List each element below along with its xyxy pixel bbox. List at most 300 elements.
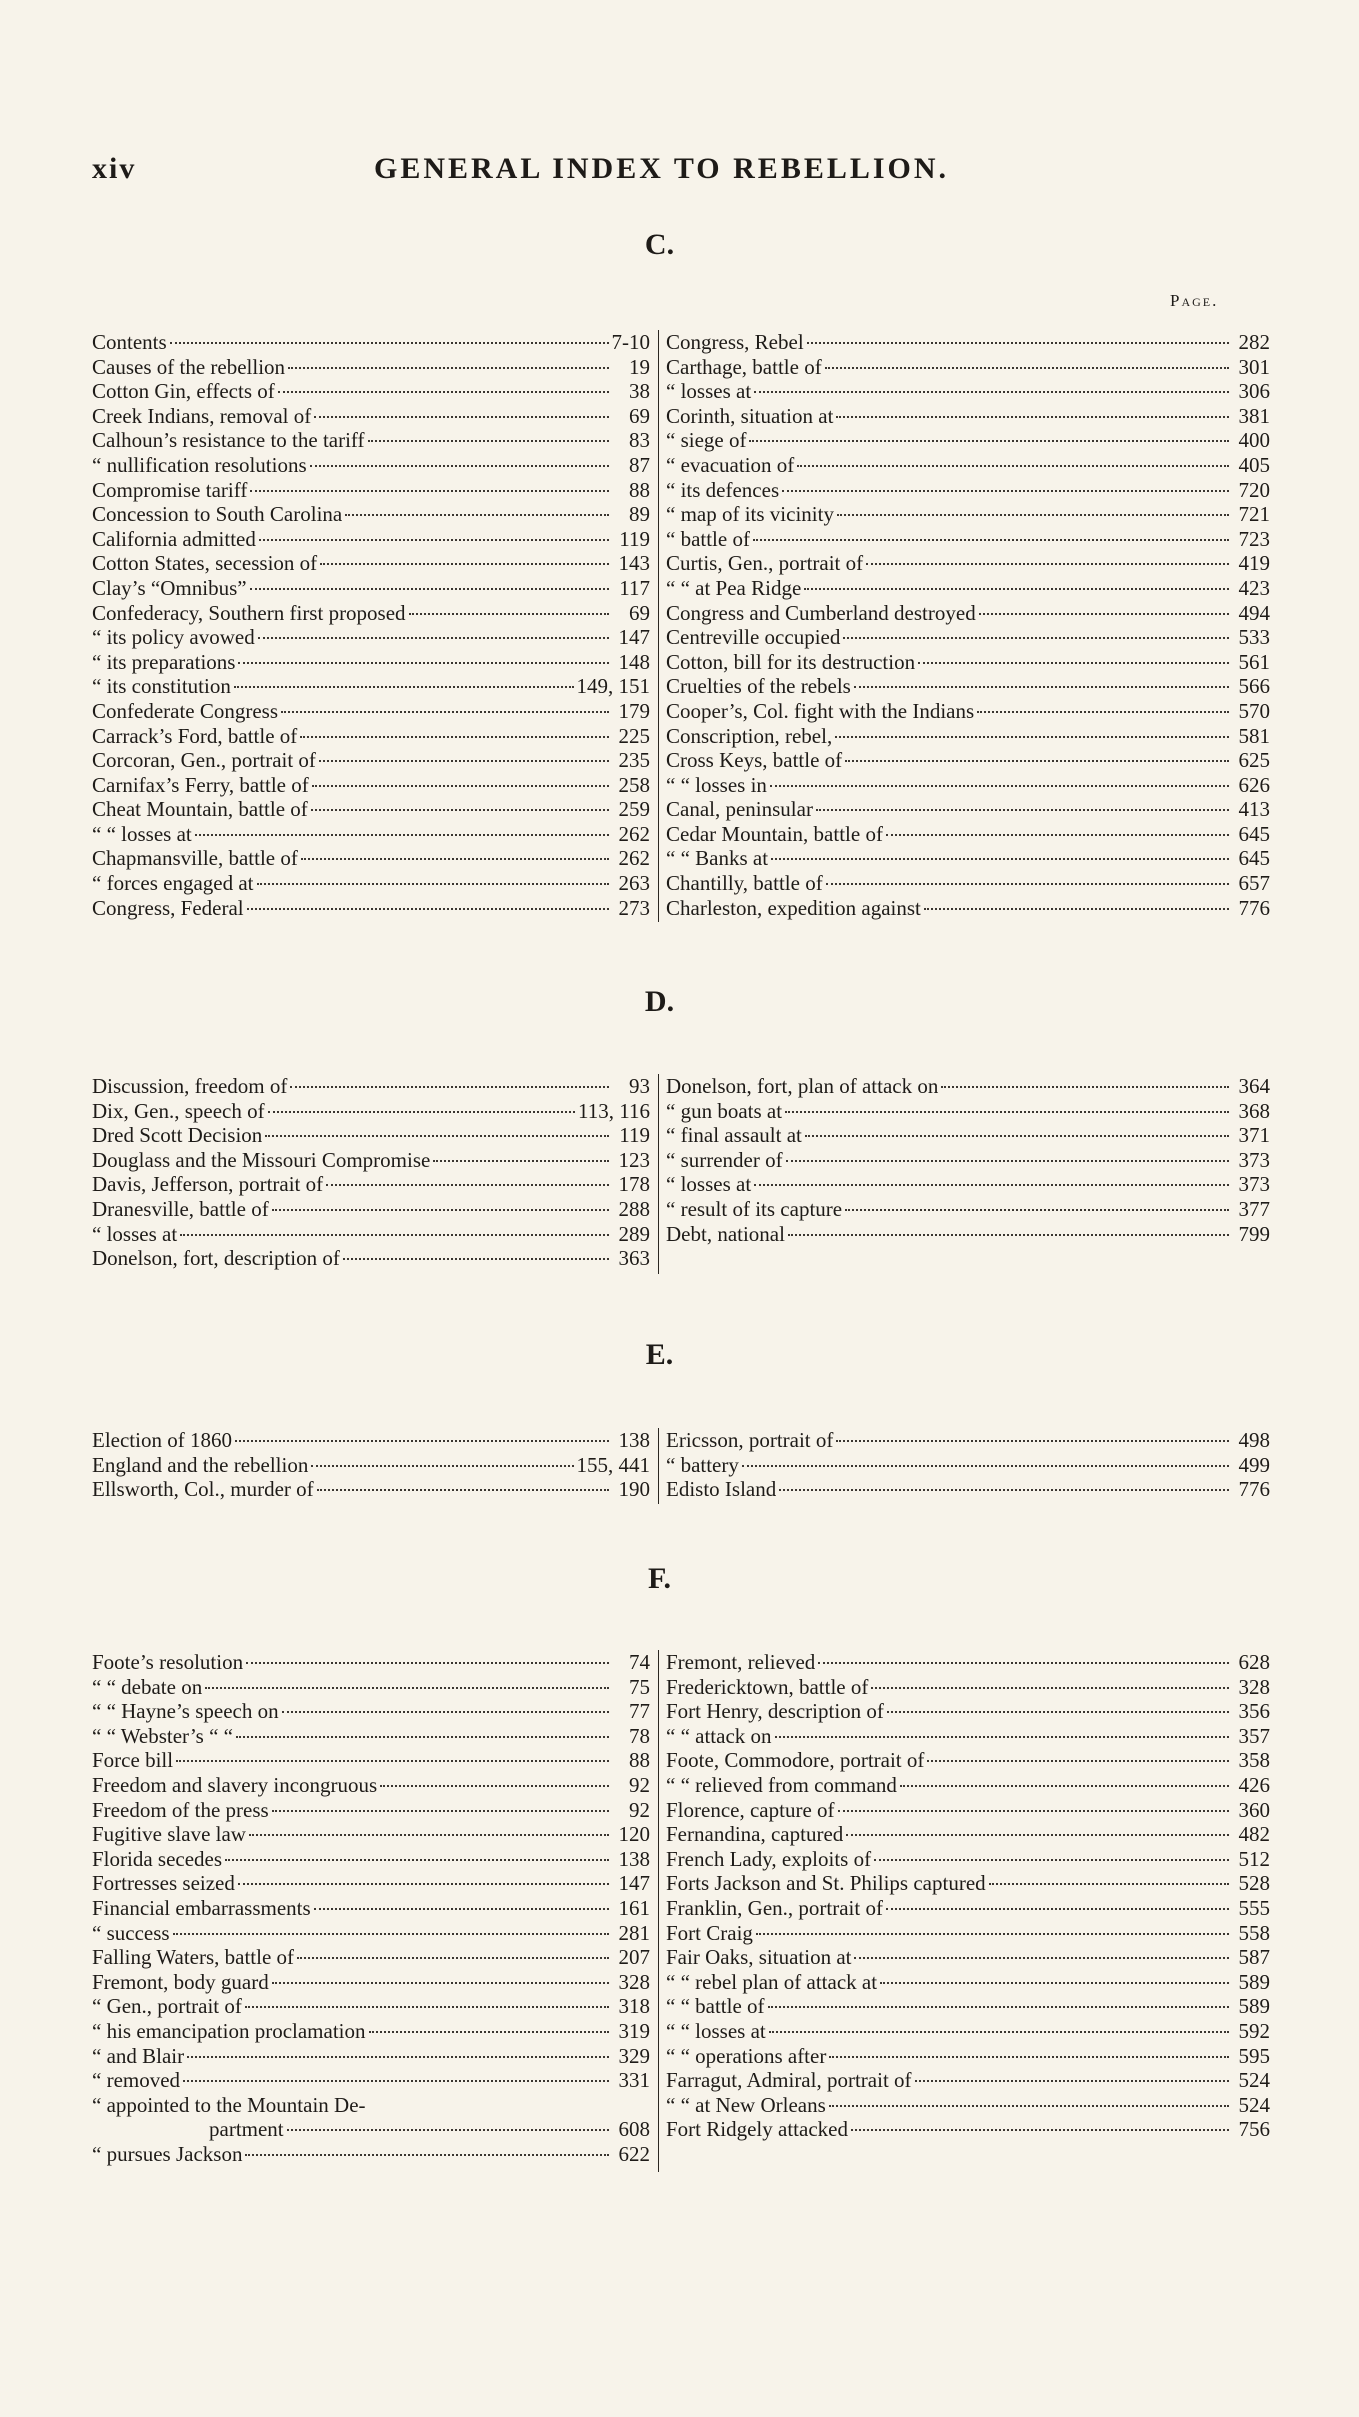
dot-leader: [235, 1440, 609, 1442]
index-entry-page: 93: [629, 1074, 650, 1098]
index-entry-text: “ siege of: [666, 428, 747, 453]
index-entry-page: 77: [629, 1699, 650, 1724]
index-entry-page: 482: [1238, 1822, 1270, 1847]
index-entry-page: 622: [618, 2141, 650, 2166]
index-entry-page: 357: [1238, 1723, 1270, 1748]
dot-leader: [825, 367, 1229, 369]
dot-leader: [804, 588, 1229, 590]
dot-leader: [749, 440, 1229, 442]
index-entry-text: “ “ losses at: [92, 821, 192, 846]
index-entry: [666, 2117, 1270, 2142]
index-entry-text: “ Gen., portrait of: [92, 1994, 242, 2019]
index-entry: [92, 551, 650, 576]
index-entry: [92, 797, 650, 822]
index-entry-text: “ “ battle of: [666, 1994, 765, 2019]
index-entry-page: 178: [618, 1172, 650, 1197]
index-entry: [92, 379, 650, 404]
index-entry-page: 524: [1238, 2068, 1270, 2093]
index-entry-text: Freedom and slavery incongruous: [92, 1772, 378, 1797]
index-entry-page: 161: [618, 1895, 650, 1920]
index-entry: [92, 1748, 650, 1773]
dot-leader: [314, 1908, 609, 1910]
index-entry: [92, 1650, 650, 1675]
index-entry: [92, 330, 650, 355]
index-entry: [666, 478, 1270, 503]
index-entry-text: Cotton Gin, effects of: [92, 379, 275, 404]
index-entry-text: “ nullification resolutions: [92, 452, 307, 477]
dot-leader: [297, 1957, 609, 1959]
index-entry: [92, 625, 650, 650]
index-entry-page: 329: [618, 2043, 650, 2068]
index-entry: [666, 330, 1270, 355]
dot-leader: [866, 563, 1229, 565]
index-entry-text: Fort Craig: [666, 1920, 753, 1945]
index-entry: [666, 650, 1270, 675]
dot-leader: [837, 514, 1229, 516]
index-entry-text: “ “ at New Orleans: [666, 2092, 826, 2117]
index-entry-text: Fremont, body guard: [92, 1969, 269, 1994]
index-entry: [666, 2068, 1270, 2093]
index-entry-page: 405: [1238, 452, 1270, 477]
index-entry: [666, 1477, 1270, 1502]
index-entry: [666, 1675, 1270, 1700]
dot-leader: [786, 1160, 1229, 1162]
index-entry: [92, 1074, 650, 1099]
index-entry-text: Fernandina, captured: [666, 1822, 844, 1847]
index-entry: [666, 1896, 1270, 1921]
dot-leader: [311, 1465, 573, 1467]
index-entry-page: 589: [1238, 1994, 1270, 2019]
index-entry-text: “ its preparations: [92, 649, 236, 674]
index-entry-text: Ericsson, portrait of: [666, 1428, 834, 1452]
index-entry-text: Fugitive slave law: [92, 1822, 246, 1847]
index-entry-text: Foote, Commodore, portrait of: [666, 1748, 925, 1773]
index-entry-text: “ map of its vicinity: [666, 502, 834, 527]
index-entry-page: 147: [618, 1871, 650, 1896]
dot-leader: [915, 2080, 1229, 2082]
dot-leader: [301, 858, 609, 860]
index-entry: [666, 1650, 1270, 1675]
index-entry-page: 74: [629, 1650, 650, 1674]
column-divider: [658, 1428, 659, 1504]
index-entry-text: Curtis, Gen., portrait of: [666, 551, 864, 576]
index-entry: [666, 674, 1270, 699]
index-entry: [92, 674, 650, 699]
index-entry: [92, 428, 650, 453]
index-entry-text: Douglass and the Missouri Compromise: [92, 1147, 431, 1172]
section-e-right-column: [666, 1428, 1270, 1502]
index-entry-page: 555: [1238, 1895, 1270, 1920]
index-entry: [666, 797, 1270, 822]
index-entry-text: Fort Ridgely attacked: [666, 2117, 848, 2142]
index-entry: [666, 1773, 1270, 1798]
index-entry: [666, 1994, 1270, 2019]
dot-leader: [805, 1135, 1229, 1137]
dot-leader: [829, 2105, 1229, 2107]
index-entry: [92, 822, 650, 847]
index-entry: [666, 1197, 1270, 1222]
index-entry-text: “ losses at: [666, 1172, 752, 1197]
index-entry-page: 69: [629, 600, 650, 625]
index-entry-page: 117: [619, 575, 650, 600]
index-entry: [666, 453, 1270, 478]
index-entry-page: 363: [618, 1246, 650, 1271]
dot-leader: [345, 514, 609, 516]
index-entry: [92, 2068, 650, 2093]
index-entry-text: Dranesville, battle of: [92, 1196, 269, 1221]
index-entry: [92, 1197, 650, 1222]
index-entry-text: Chantilly, battle of: [666, 871, 823, 896]
index-entry-text: Donelson, fort, plan of attack on: [666, 1074, 939, 1098]
index-entry: [666, 773, 1270, 798]
index-entry-page: 776: [1238, 1477, 1270, 1502]
dot-leader: [977, 711, 1229, 713]
index-entry: [92, 1699, 650, 1724]
index-entry-text: Carnifax’s Ferry, battle of: [92, 772, 309, 797]
index-entry-text: Cheat Mountain, battle of: [92, 797, 308, 822]
index-entry-page: 123: [618, 1147, 650, 1172]
index-entry-text: “ “ rebel plan of attack at: [666, 1969, 878, 1994]
index-entry: [666, 2093, 1270, 2118]
index-entry: [92, 1798, 650, 1823]
index-entry-page: 776: [1238, 895, 1270, 920]
index-entry-page: 364: [1238, 1074, 1270, 1098]
index-entry-page: 381: [1238, 403, 1270, 428]
dot-leader: [312, 785, 609, 787]
index-entry-page: 92: [629, 1772, 650, 1797]
index-entry-page: 645: [1238, 846, 1270, 871]
index-entry-page: 88: [629, 477, 650, 502]
dot-leader: [845, 1209, 1229, 1211]
dot-leader: [205, 1687, 609, 1689]
dot-leader: [187, 2056, 609, 2058]
index-entry-text: Force bill: [92, 1748, 174, 1773]
dot-leader: [272, 1209, 609, 1211]
index-entry: [92, 773, 650, 798]
dot-leader: [170, 342, 609, 344]
dot-leader: [238, 662, 609, 664]
index-entry-page: 331: [618, 2068, 650, 2093]
index-entry-text: Ellsworth, Col., murder of: [92, 1477, 314, 1502]
index-entry-page: 498: [1238, 1428, 1270, 1452]
index-entry: [92, 1222, 650, 1247]
index-entry-text: Compromise tariff: [92, 477, 248, 502]
dot-leader: [829, 2056, 1229, 2058]
dot-leader: [845, 760, 1229, 762]
index-entry-text: “ his emancipation proclamation: [92, 2018, 366, 2043]
dot-leader: [272, 1810, 609, 1812]
index-entry-page: 225: [618, 723, 650, 748]
dot-leader: [245, 2154, 609, 2156]
dot-leader: [268, 1111, 575, 1113]
index-entry-text: Davis, Jefferson, portrait of: [92, 1172, 324, 1197]
index-entry: [92, 1428, 650, 1453]
index-entry: [92, 576, 650, 601]
dot-leader: [816, 809, 1229, 811]
index-entry: [92, 871, 650, 896]
index-entry-page: 319: [618, 2018, 650, 2043]
index-entry-page: 625: [1238, 748, 1270, 773]
index-entry-page: 119: [619, 1123, 650, 1148]
dot-leader: [320, 563, 609, 565]
dot-leader: [989, 1883, 1229, 1885]
index-entry-page: 628: [1238, 1650, 1270, 1674]
index-entry-page: 7-10: [611, 330, 650, 354]
section-letter-e: E.: [645, 1338, 674, 1371]
index-entry-text: Farragut, Admiral, portrait of: [666, 2068, 912, 2093]
index-entry-page: 258: [618, 772, 650, 797]
index-entry-text: Discussion, freedom of: [92, 1074, 288, 1098]
index-entry: [92, 1477, 650, 1502]
index-entry: [92, 404, 650, 429]
index-entry: [666, 1699, 1270, 1724]
index-entry-page: 75: [629, 1674, 650, 1699]
dot-leader: [265, 1135, 609, 1137]
index-entry: [666, 1428, 1270, 1453]
index-entry: [666, 724, 1270, 749]
index-entry: [92, 453, 650, 478]
index-entry-text: Cooper’s, Col. fight with the Indians: [666, 698, 975, 723]
dot-leader: [250, 588, 609, 590]
dot-leader: [918, 662, 1229, 664]
index-entry-page: 190: [618, 1477, 650, 1502]
index-entry-page: 301: [1238, 354, 1270, 379]
index-entry-page: 524: [1238, 2092, 1270, 2117]
column-divider: [658, 330, 659, 922]
dot-leader: [195, 834, 609, 836]
dot-leader: [900, 1785, 1229, 1787]
page-title: GENERAL INDEX TO REBELLION.: [374, 152, 950, 185]
index-entry-text: “ “ debate on: [92, 1674, 203, 1699]
dot-leader: [927, 1760, 1229, 1762]
index-entry-text: Carthage, battle of: [666, 354, 822, 379]
index-entry-page: 499: [1238, 1452, 1270, 1477]
dot-leader: [756, 1933, 1229, 1935]
index-entry: [666, 1148, 1270, 1173]
index-entry: [666, 1074, 1270, 1099]
index-entry: [666, 625, 1270, 650]
dot-leader: [311, 809, 609, 811]
dot-leader: [797, 465, 1229, 467]
index-entry: [92, 1123, 650, 1148]
dot-leader: [742, 1465, 1229, 1467]
dot-leader: [775, 1736, 1229, 1738]
index-entry: [92, 1921, 650, 1946]
column-divider: [658, 1650, 659, 2172]
index-entry: [666, 2019, 1270, 2044]
index-entry-text: “ evacuation of: [666, 452, 795, 477]
dot-leader: [924, 908, 1229, 910]
dot-leader: [782, 490, 1229, 492]
index-entry-text: England and the rebellion: [92, 1452, 309, 1477]
index-entry-page: 262: [618, 846, 650, 871]
index-entry-text: “ gun boats at: [666, 1098, 783, 1123]
dot-leader: [754, 1184, 1229, 1186]
dot-leader: [287, 2129, 609, 2131]
index-entry-page: 512: [1238, 1846, 1270, 1871]
dot-leader: [247, 908, 609, 910]
index-entry-page: 113, 116: [578, 1098, 650, 1123]
index-entry: [92, 2142, 650, 2167]
dot-leader: [851, 2129, 1229, 2131]
index-entry-text: Creek Indians, removal of: [92, 403, 312, 428]
index-entry-page: 328: [618, 1969, 650, 1994]
index-entry-page: 288: [618, 1196, 650, 1221]
dot-leader: [843, 637, 1229, 639]
section-d-left-column: [92, 1074, 650, 1271]
index-entry-text: Cedar Mountain, battle of: [666, 821, 883, 846]
index-entry: [666, 551, 1270, 576]
index-entry-page: 147: [618, 625, 650, 650]
index-entry-page: 413: [1238, 797, 1270, 822]
index-entry-text: Fortresses seized: [92, 1871, 235, 1896]
index-entry-page: 38: [629, 379, 650, 404]
dot-leader: [788, 1234, 1229, 1236]
index-entry-page: 626: [1238, 772, 1270, 797]
index-entry-text: “ appointed to the Mountain De-: [92, 2092, 366, 2117]
index-entry-page: 592: [1238, 2018, 1270, 2043]
index-entry-page: 328: [1238, 1674, 1270, 1699]
index-entry: [666, 1748, 1270, 1773]
dot-leader: [826, 883, 1229, 885]
dot-leader: [176, 1760, 609, 1762]
index-entry-page: 19: [629, 354, 650, 379]
index-entry-page: 419: [1238, 551, 1270, 576]
index-entry-text: “ losses at: [92, 1221, 178, 1246]
index-entry-page: 207: [618, 1945, 650, 1970]
dot-leader: [290, 1086, 609, 1088]
dot-leader: [409, 613, 609, 615]
dot-leader: [183, 2080, 609, 2082]
index-entry-text: Causes of the rebellion: [92, 354, 286, 379]
index-entry-text: Congress, Federal: [92, 895, 244, 920]
index-entry-text: “ “ relieved from command: [666, 1772, 897, 1797]
dot-leader: [854, 1957, 1229, 1959]
index-entry-text: Charleston, expedition against: [666, 895, 921, 920]
index-entry: [92, 1822, 650, 1847]
index-entry-text: “ its policy avowed: [92, 625, 255, 650]
index-entry-text: Florida secedes: [92, 1846, 223, 1871]
dot-leader: [768, 2006, 1229, 2008]
index-entry-text: Fair Oaks, situation at: [666, 1945, 852, 1970]
index-entry-text: Cotton States, secession of: [92, 551, 318, 576]
dot-leader: [807, 342, 1229, 344]
section-letter-c: C.: [644, 228, 675, 261]
index-entry: [666, 1099, 1270, 1124]
index-entry-text: “ battery: [666, 1452, 739, 1477]
index-entry-text: Concession to South Carolina: [92, 502, 343, 527]
dot-leader: [310, 465, 609, 467]
index-entry: [666, 1921, 1270, 1946]
dot-leader: [245, 2006, 609, 2008]
index-entry-text: Fort Henry, description of: [666, 1699, 884, 1724]
dot-leader: [979, 613, 1229, 615]
section-f-left-column: [92, 1650, 650, 2166]
dot-leader: [368, 440, 609, 442]
dot-leader: [258, 637, 609, 639]
dot-leader: [225, 1859, 609, 1861]
dot-leader: [238, 1883, 609, 1885]
index-entry: [666, 428, 1270, 453]
index-entry: [92, 896, 650, 921]
index-entry-page: 262: [618, 821, 650, 846]
dot-leader: [887, 1711, 1229, 1713]
dot-leader: [871, 1687, 1229, 1689]
index-entry: [92, 748, 650, 773]
index-entry: [92, 1871, 650, 1896]
index-entry-page: 377: [1238, 1196, 1270, 1221]
index-entry-page: 570: [1238, 698, 1270, 723]
dot-leader: [433, 1160, 609, 1162]
index-entry: [666, 502, 1270, 527]
dot-leader: [770, 785, 1229, 787]
index-entry-text: Donelson, fort, description of: [92, 1246, 340, 1271]
index-entry-page: 119: [619, 526, 650, 551]
index-entry: [92, 2044, 650, 2069]
index-entry-page: 373: [1238, 1147, 1270, 1172]
index-entry-page: 83: [629, 428, 650, 453]
dot-leader: [173, 1933, 609, 1935]
index-entry-page: 356: [1238, 1699, 1270, 1724]
dot-leader: [836, 1440, 1229, 1442]
index-entry-page: 720: [1238, 477, 1270, 502]
dot-leader: [846, 1834, 1229, 1836]
index-entry-text: Congress, Rebel: [666, 330, 804, 354]
index-entry-text: Carrack’s Ford, battle of: [92, 723, 298, 748]
index-entry-text: “ forces engaged at: [92, 871, 254, 896]
index-entry-page: 400: [1238, 428, 1270, 453]
index-entry-text: Debt, national: [666, 1221, 785, 1246]
index-entry-text: Centreville occupied: [666, 625, 841, 650]
index-entry: [92, 1148, 650, 1173]
dot-leader: [249, 1834, 609, 1836]
index-entry-text: “ losses at: [666, 379, 752, 404]
dot-leader: [754, 391, 1229, 393]
index-entry-text: Canal, peninsular: [666, 797, 813, 822]
dot-leader: [779, 1489, 1229, 1491]
dot-leader: [234, 686, 574, 688]
index-entry-text: “ and Blair: [92, 2043, 185, 2068]
dot-leader: [246, 1662, 609, 1664]
dot-leader: [771, 858, 1229, 860]
index-entry: [666, 871, 1270, 896]
index-entry-page: 373: [1238, 1172, 1270, 1197]
index-entry: [666, 1945, 1270, 1970]
index-entry: [92, 699, 650, 724]
section-d-right-column: [666, 1074, 1270, 1246]
dot-leader: [941, 1086, 1229, 1088]
index-entry-page: 263: [618, 871, 650, 896]
index-entry: [666, 1453, 1270, 1478]
index-entry-page: 360: [1238, 1797, 1270, 1822]
index-entry-page: 371: [1238, 1123, 1270, 1148]
index-entry: [92, 1945, 650, 1970]
index-entry-text: Cross Keys, battle of: [666, 748, 843, 773]
index-entry-page: 595: [1238, 2043, 1270, 2068]
index-entry-page: 657: [1238, 871, 1270, 896]
index-entry-page: 581: [1238, 723, 1270, 748]
index-entry: [92, 1970, 650, 1995]
index-entry: [92, 650, 650, 675]
index-entry-page: 306: [1238, 379, 1270, 404]
index-entry-text: “ “ at Pea Ridge: [666, 575, 802, 600]
dot-leader: [874, 1859, 1229, 1861]
index-entry: [666, 822, 1270, 847]
index-entry-text: “ removed: [92, 2068, 181, 2093]
index-entry-text: partment: [209, 2117, 284, 2142]
dot-leader: [278, 391, 609, 393]
dot-leader: [272, 1982, 609, 1984]
